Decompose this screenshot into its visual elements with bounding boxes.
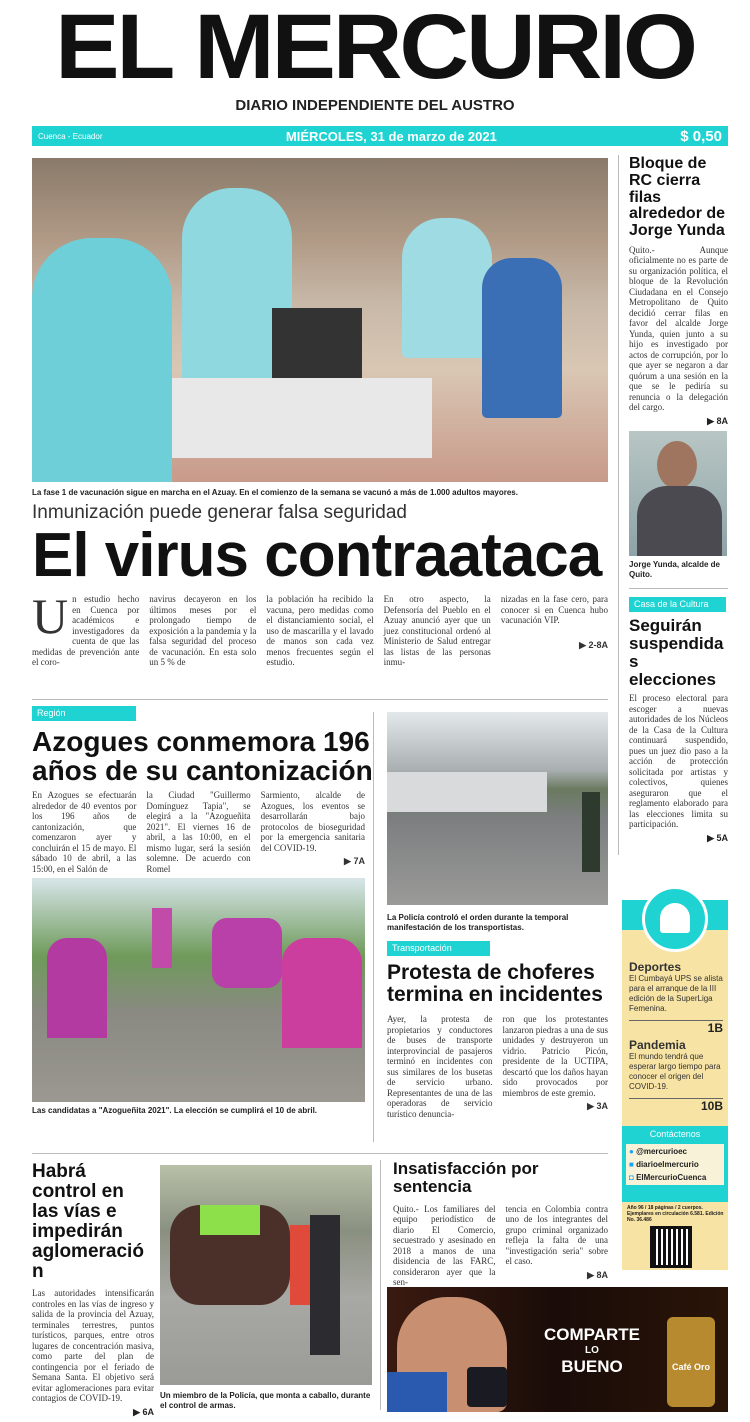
rc-headline: Bloque de RC cierra filas alrededor de Jorge Yunda — [629, 155, 726, 240]
protest-photo — [387, 712, 608, 905]
azogues-col-3: Sarmiento, alcalde de Azogues, los eventos se desarrollarán bajo protocolos de bioseguridad por la emergencia sanitaria del COVID-19. — [260, 790, 365, 853]
azogues-col-1: En Azogues se efectuarán alrededor de 40 eventos por los 196 años de cantonización, que comenzaron ayer y concluirán el 15 de mayo. El sábado 10 de abril, a las 15:00, en el Salón de — [32, 790, 137, 874]
ad-slogan-1: COMPARTE — [543, 1325, 640, 1344]
region-tag: Región — [32, 706, 136, 721]
qr-code[interactable] — [650, 1226, 692, 1268]
drop-cap: U — [32, 588, 69, 644]
contact-box — [622, 1126, 728, 1202]
issue-date: MIÉRCOLES, 31 de marzo de 2021 — [285, 128, 497, 144]
lead-headline: El virus contraataca — [32, 521, 602, 590]
reader-head-icon — [642, 886, 708, 952]
sidebar-deportes-text: El Cumbayá UPS se alista para el arranque de la III edición de la SuperLiga Femenina. — [629, 974, 723, 1013]
lead-article — [32, 588, 609, 668]
rc-page-ref[interactable]: ▶ 8A — [707, 415, 728, 426]
masthead-subtitle: DIARIO INDEPENDIENTE DEL AUSTRO — [235, 97, 515, 114]
ad-brand: Café Oro — [667, 1317, 715, 1407]
location: Cuenca - Ecuador — [38, 131, 103, 141]
protest-story — [387, 913, 608, 1119]
contact-twitter[interactable]: ● @mercurioec — [629, 1147, 687, 1156]
sidebar-box — [622, 900, 728, 1270]
lead-page-ref[interactable]: ▶ 2-8A — [579, 639, 609, 650]
police-horse-caption: Un miembro de la Policía, que monta a caballo, durante el control de armas. — [160, 1391, 371, 1410]
vaccination-photo — [32, 158, 608, 482]
sidebar-pandemia-title: Pandemia — [629, 1038, 686, 1052]
lead-kicker: Inmunización puede generar falsa seguridad — [32, 502, 407, 523]
azogues-headline: Azogues conmemora 196 años de su cantonización — [32, 726, 373, 786]
edition-info: Año 96 / 18 páginas / 2 cuerpos. Ejemplares en circulación 6.581. Edición No. 36.486 — [627, 1205, 724, 1223]
right-column — [629, 156, 728, 844]
transport-tag: Transportación — [387, 941, 490, 956]
control-headline: Habrá control en las vías e impedirán aglomeración — [32, 1161, 144, 1282]
lead-col-3: la población ha recibido la vacuna, pero medidas como el distanciamiento social, el uso de mascarilla y el lavado de manos son cada vez menos frecuentes según el estudio. — [266, 594, 374, 667]
rc-body: Quito.- Aunque oficialmente no es parte de su organización política, el bloque de la Revolución Ciudadana en el Consejo Metropolitano de Quito decidió cerrar filas en favor del alcalde Jorge Yunda, quien junto a su hijo es investigado por actos de corrupción, por lo que ayer se negaron a dar quórum a una sesión en la que se le pediría su renuncia o la delegación del cargo. — [629, 244, 728, 413]
azogues-story — [32, 706, 373, 1116]
sentencia-story — [393, 1160, 608, 1288]
contact-instagram[interactable]: ◘ ElMercurioCuenca — [629, 1173, 707, 1182]
azogues-caption: Las candidatas a "Azogueñita 2021". La elección se cumplirá el 10 de abril. — [32, 1106, 318, 1115]
ad-slogan-3: BUENO — [561, 1357, 623, 1376]
protest-headline: Protesta de choferes termina en incidentes — [387, 961, 603, 1007]
price: $ 0,50 — [680, 127, 722, 145]
yunda-caption: Jorge Yunda, alcalde de Quito. — [629, 559, 720, 579]
protest-page-ref[interactable]: ▶ 3A — [587, 1101, 608, 1112]
azogues-page-ref[interactable]: ▶ 7A — [344, 856, 365, 866]
lead-col-4: En otro aspecto, la Defensoría del Pueblo en el Azuay anunció ayer que un juez constitucional ordenó al Ministerio de Salud entregar las listas de las personas inmu- — [383, 594, 491, 667]
contact-facebook[interactable]: ■ diarioelmercurio — [629, 1160, 699, 1169]
facebook-icon: ■ — [629, 1160, 637, 1169]
sentencia-col-2: tencia en Colombia contra uno de los integrantes del grupo criminal organizado refleja la falta de una "investigación seria" sobre el caso. — [505, 1203, 608, 1267]
control-story — [32, 1162, 154, 1418]
twitter-icon: ● — [629, 1147, 637, 1156]
ad-slogan-2: LO — [585, 1345, 599, 1356]
control-page-ref[interactable]: ▶ 6A — [133, 1406, 154, 1417]
cultura-page-ref[interactable]: ▶ 5A — [707, 832, 728, 843]
lead-photo-caption: La fase 1 de vacunación sigue en marcha en el Azuay. En el comienzo de la semana se vacunó a más de 1.000 adultos mayores. — [32, 488, 518, 497]
sidebar-pandemia-page[interactable]: 10B — [629, 1098, 723, 1113]
sidebar-deportes-title: Deportes — [629, 960, 682, 974]
lead-col-2: navirus decayeron en los últimos meses por el prolongado tiempo de exposición a la pandemia y la falsa seguridad del proceso de vacunación. En esta solo un 5 % de — [149, 594, 257, 667]
sentencia-page-ref[interactable]: ▶ 8A — [587, 1269, 608, 1280]
cultura-headline: Seguirán suspendidas elecciones — [629, 615, 724, 689]
cultura-tag: Casa de la Cultura — [629, 597, 726, 612]
lead-story — [32, 488, 608, 668]
azogues-col-2: la Ciudad "Guillermo Domínguez Tapia", se elegirá a la "Azogueñita 2021". El viernes 16 de abril, a las 10:00, en el mismo lugar, será la sesión solemne. De acuerdo con Romel — [146, 790, 251, 874]
protest-col-1: Ayer, la protesta de propietarios y conductores de buses de transporte interprovincial de pasajeros terminó en incidentes con sus similares de los busetas de servicio urbano. Representantes de una de las operadoras de servicio turístico denuncia- — [387, 1014, 493, 1119]
cultura-body: El proceso electoral para escoger a nuevas autoridades de los Núcleos de la Casa de la Cultura continuará suspendido, pues un juez dio paso a la acción de protección solicitada por artistas y colectivos, quienes aseguraron que el reglamento elaborado para las elecciones limita su participación. — [629, 693, 728, 830]
instagram-icon: ◘ — [629, 1173, 637, 1182]
date-bar — [32, 126, 728, 146]
yunda-photo — [629, 431, 727, 556]
coffee-ad[interactable] — [387, 1287, 728, 1412]
protest-col-2: ron que los protestantes lanzaron piedras a una de sus unidades y destruyeron un vidrio. Patricio Picón, presidente de la UCTIPA, descartó que los daños hayan sido provocados por miembros de este gremio. — [502, 1014, 608, 1098]
sentencia-col-1: Quito.- Los familiares del equipo periodístico de diario El Comercio, secuestrado y asesinado en 2018 a manos de una disidencia de las FARC, consideraron ayer que la sen- — [393, 1203, 496, 1288]
masthead-title: EL MERCURIO — [55, 0, 695, 98]
azogues-photo — [32, 878, 365, 1102]
sidebar-deportes-page[interactable]: 1B — [629, 1020, 723, 1035]
sidebar-pandemia-text: El mundo tendrá que esperar largo tiempo para conocer el origen del COVID-19. — [629, 1052, 721, 1091]
lead-col-1: n estudio hecho en Cuenca por académicos e investigadores da cuenta de que las medidas de prevención ante el coro- — [32, 594, 140, 667]
control-body: Las autoridades intensificarán controles en las vías de ingreso y salida de la provincia del Azuay, terminales terrestres, puntos turísticos, parques, entre otros lugares de concentración masiva, como parte del plan de contingencia por el feriado de Semana Santa. El objetivo será evitar aglomeraciones para evitar contagios de COVID-19. — [32, 1288, 154, 1403]
sentencia-headline: Insatisfacción por sentencia — [393, 1159, 539, 1196]
police-horse-photo — [160, 1165, 372, 1385]
protest-photo-caption: La Policía controló el orden durante la temporal manifestación de los transportistas. — [387, 913, 569, 932]
contact-title: Contáctenos — [649, 1129, 701, 1139]
lead-col-5: nizadas en la fase cero, para conocer si en Cuenca hubo vacunación VIP. — [500, 594, 609, 625]
